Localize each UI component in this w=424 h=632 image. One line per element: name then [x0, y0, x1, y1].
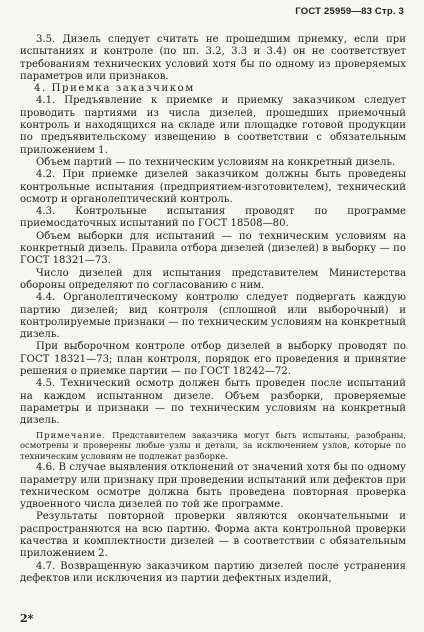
paragraph-mod-count: Число дизелей для испытания представителем Министерства обороны определяют по согласованию с ним. [20, 267, 406, 291]
paragraph-batch-volume: Объем партий — по техническим условиям на конкретный дизель. [36, 156, 396, 168]
note-label: Примечание. [36, 429, 107, 440]
signature-mark: 2* [20, 612, 34, 625]
document-body [20, 34, 406, 585]
running-header: ГОСТ 25959—83 Стр. 3 [295, 6, 404, 17]
note [20, 430, 406, 462]
paragraph-sample-volume: Объем выборки для испытаний — по техническим условиям на конкретный дизель. Правила отбора дизелей (дизелей) в выборку — по ГОСТ 18321—73. [20, 230, 406, 267]
paragraph-4-2: 4.2. При приемке дизелей заказчиком должны быть проведены контрольные испытания (предприятием-изготовителем), технический осмотр и органолептический контроль. [20, 169, 406, 205]
paragraph-4-1: 4.1. Предъявление к приемке и приемку заказчиком следует проводить партиями из числа дизелей, прошедших приемочный контроль и находящихся на складе или площадке готовой продукции по предъявительскому извещению в соответствии с обязательным приложением 1. [20, 95, 406, 156]
paragraph-selective-control: При выборочном контроле отбор дизелей в выборку проводят по ГОСТ 18321—73; план контроля, порядок его проведения и принятие решения о приемке партии — по ГОСТ 18242—72. [20, 341, 406, 378]
paragraph-4-5: 4.5. Технический осмотр должен быть проведен после испытаний на каждом испытанном дизеле. Объем разборки, проверяемые параметры и признаки — по техническим условиям на конкретный дизель. [20, 378, 406, 427]
paragraph-3-5: 3.5. Дизель следует считать не прошедшим приемку, если при испытаниях и контроле (по пп. 3.2, 3.3 и 3.4) он не соответствует требованиям технических условий хотя бы по одному из проверяемых параметров или признаков. [20, 34, 406, 82]
paragraph-retest-results: Результаты повторной проверки являются окончательными и распространяются на всю партию. Форма акта контрольной проверки качества и комплектности дизелей — в соответствии с обязательным приложением 2. [20, 511, 406, 560]
section-heading-4: 4. Приемка заказчиком [34, 83, 195, 95]
paragraph-4-3: 4.3. Контрольные испытания проводят по программе приемосдаточных испытаний по ГОСТ 18508—80. [20, 206, 406, 230]
paragraph-4-7: 4.7. Возвращенную заказчиком партию дизелей после устранения дефектов или исключения из партии дефектных изделий, [20, 560, 406, 584]
paragraph-4-6: 4.6. В случае выявления отклонений от значений хотя бы по одному параметру или признаку при проведении испытаний или дефектов при техническом осмотре должна быть проведена повторная проверка удвоенного числа дизелей по той же программе. [20, 462, 406, 511]
note-text: Представителем заказчика могут быть испытаны, разобраны, осмотрены и проверены любые узлы и детали, за исключением узлов, которые по техническим условиям не подлежат разборке. [20, 429, 406, 461]
paragraph-4-4: 4.4. Органолептическому контролю следует подвергать каждую партию дизелей; вид контроля (сплошной или выборочный) и контролируемые признаки — по техническим условиям на конкретный дизель. [20, 292, 406, 341]
